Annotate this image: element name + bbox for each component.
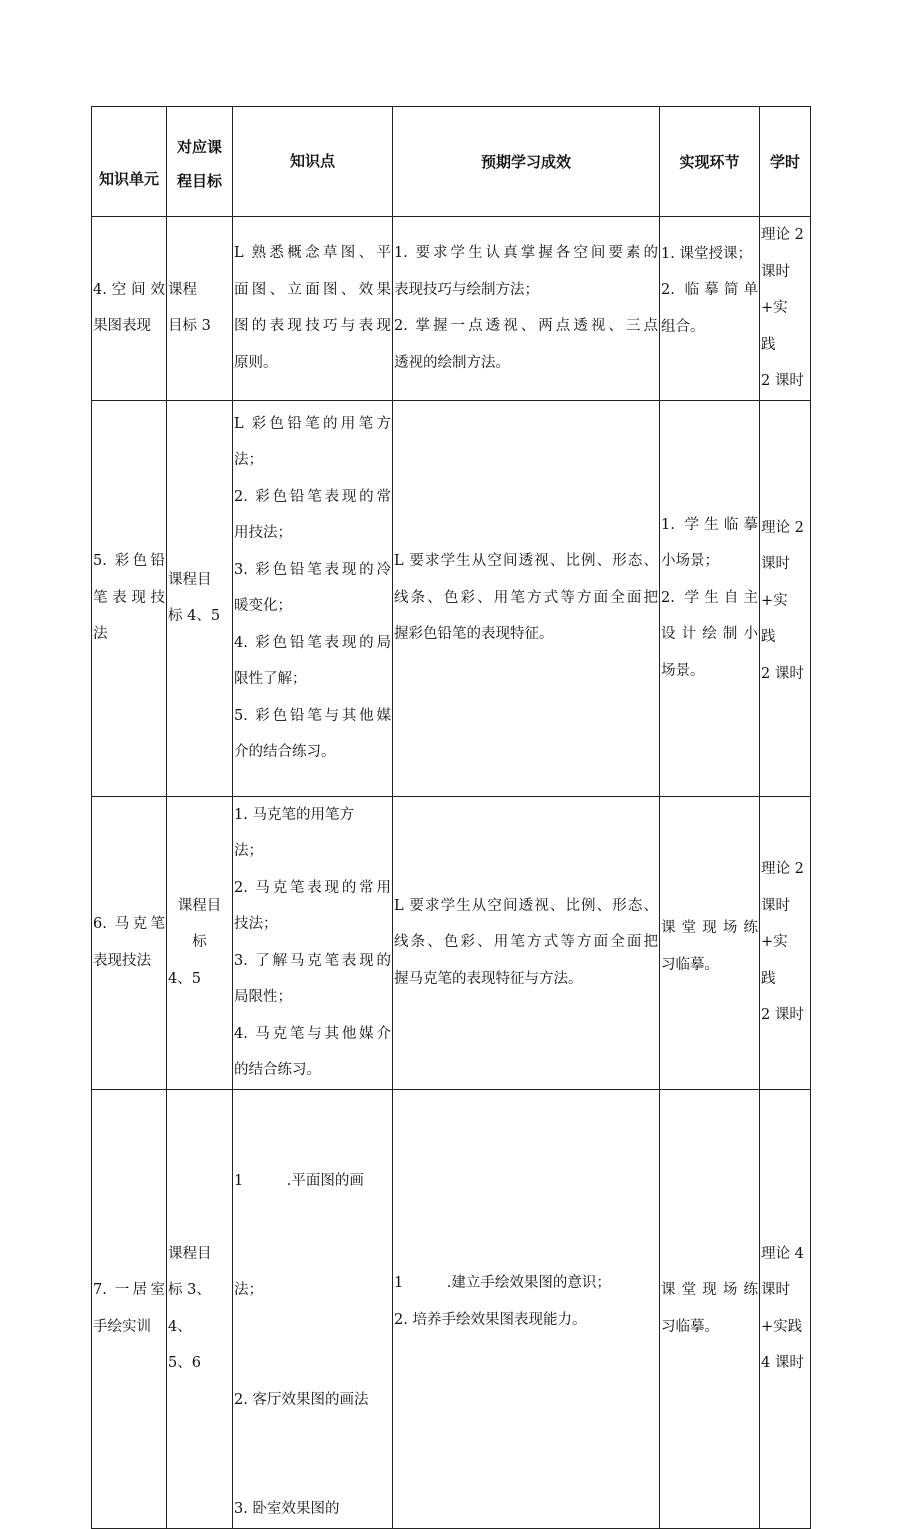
cell-unit: 5. 彩色铅 笔表现技 法: [92, 400, 167, 796]
curriculum-table: [91, 106, 811, 1529]
cell-points: 1. 马克笔的用笔方 法； 2. 马克笔表现的常用 技法； 3. 了解马克笔表现的 局限性； 4. 马克笔与其他媒介 的结合练习。: [233, 796, 393, 1089]
table-row: [92, 796, 811, 1089]
table-row: [92, 400, 811, 796]
cell-unit: 6. 马克笔 表现技法: [92, 796, 167, 1089]
cell-unit: 4.空间效 果图表现: [92, 217, 167, 401]
cell-outcome: 1. 要求学生认真掌握各空间要素的 表现技巧与绘制方法； 2. 掌握一点透视、两点透视、三点 透视的绘制方法。: [393, 217, 660, 401]
header-process: 实现环节: [660, 107, 760, 217]
cell-hours: 理论 2 课时+实 践 2 课时: [760, 400, 811, 796]
cell-hours: 理论 2 课时+实 践 2 课时: [760, 217, 811, 401]
header-target: 对应课 程目标: [167, 107, 233, 217]
header-row: [92, 107, 811, 217]
cell-process: 课堂现场练 习临摹。: [660, 796, 760, 1089]
cell-outcome: L 要求学生从空间透视、比例、形态、 线条、色彩、用笔方式等方面全面把 握彩色铅笔的表现特征。: [393, 400, 660, 796]
header-outcome: 预期学习成效: [393, 107, 660, 217]
cell-hours: 理论 4 课时 +实践 4 课时: [760, 1089, 811, 1528]
cell-target: 课程目 标 4、5: [167, 796, 233, 1089]
cell-outcome: 1 .建立手绘效果图的意识； 2. 培养手绘效果图表现能力。: [393, 1089, 660, 1528]
cell-points: L 熟悉概念草图、平 面图、立面图、效果 图的表现技巧与表现 原则。: [233, 217, 393, 401]
cell-points: L 彩色铅笔的用笔方 法； 2. 彩色铅笔表现的常 用技法； 3. 彩色铅笔表现的冷 暖变化； 4. 彩色铅笔表现的局 限性了解； 5. 彩色铅笔与其他媒 介的结合练习。: [233, 400, 393, 796]
cell-points: 1 .平面图的画 法； 2. 客厅效果图的画法 3. 卧室效果图的: [233, 1089, 393, 1528]
cell-target: 课程 目标 3: [167, 217, 233, 401]
cell-unit: 7. 一居室 手绘实训: [92, 1089, 167, 1528]
cell-process: 1. 课堂授课； 2. 临摹简单 组合。: [660, 217, 760, 401]
cell-process: 1. 学生临摹 小场景； 2. 学生自主 设计绘制小 场景。: [660, 400, 760, 796]
header-hours: 学时: [760, 107, 811, 217]
header-points: 知识点: [233, 107, 393, 217]
header-unit: 知识单元: [92, 107, 167, 217]
cell-target: 课程目 标 4、5: [167, 400, 233, 796]
cell-outcome: L 要求学生从空间透视、比例、形态、 线条、色彩、用笔方式等方面全面把 握马克笔的表现特征与方法。: [393, 796, 660, 1089]
table-row: [92, 1089, 811, 1528]
table-row: [92, 217, 811, 401]
cell-hours: 理论 2 课时+实 践 2 课时: [760, 796, 811, 1089]
cell-process: 课堂现场练 习临摹。: [660, 1089, 760, 1528]
cell-target: 课程目 标 3、 4、 5、6: [167, 1089, 233, 1528]
